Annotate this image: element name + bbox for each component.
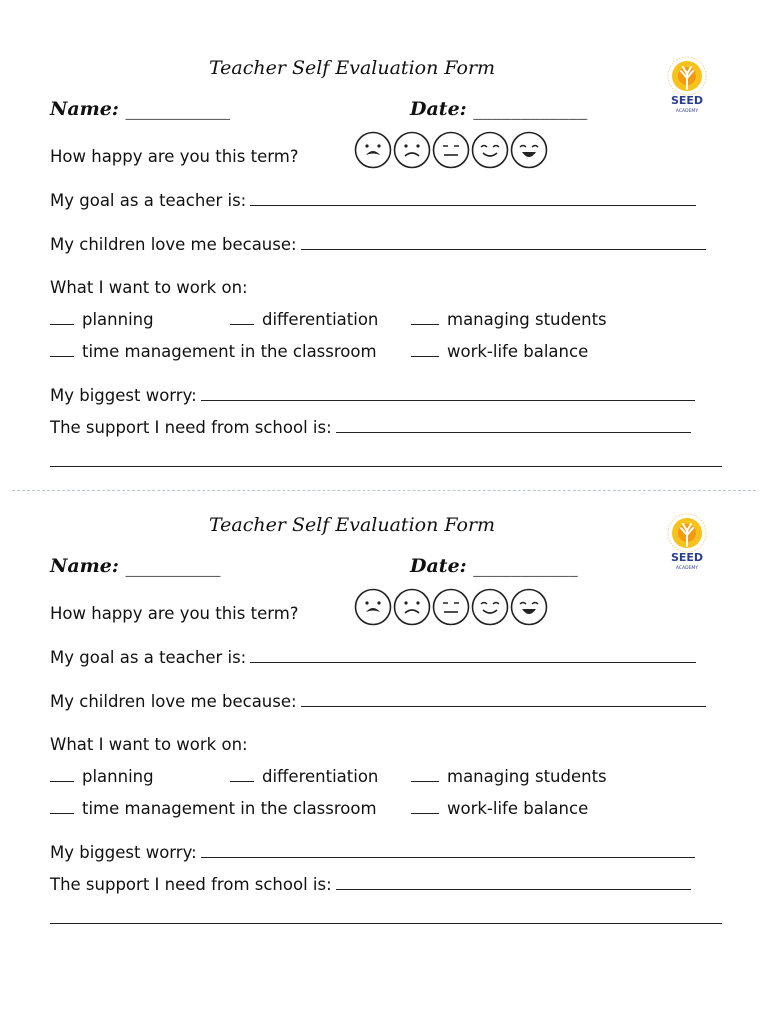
- mood-faces[interactable]: [354, 587, 549, 627]
- option-label: work-life balance: [447, 342, 589, 361]
- name-field[interactable]: [50, 98, 230, 120]
- worry-question[interactable]: [50, 386, 695, 405]
- option-differentiation[interactable]: [230, 767, 378, 786]
- name-blank[interactable]: __________: [125, 555, 221, 577]
- date-field[interactable]: [410, 555, 578, 577]
- goal-blank[interactable]: [250, 648, 696, 663]
- checkbox-blank[interactable]: [411, 342, 439, 357]
- support-label: The support I need from school is:: [50, 875, 332, 894]
- goal-label: My goal as a teacher is:: [50, 191, 247, 210]
- evaluation-form-2: [0, 509, 768, 969]
- checkbox-blank[interactable]: [411, 767, 439, 782]
- very-happy-face-icon[interactable]: [512, 590, 547, 625]
- logo-subtext: ACADEMY: [675, 109, 699, 114]
- date-label: Date:: [410, 98, 467, 120]
- love-label: My children love me because:: [50, 692, 297, 711]
- option-differentiation[interactable]: [230, 310, 378, 329]
- checkbox-blank[interactable]: [50, 767, 74, 782]
- checkbox-blank[interactable]: [50, 799, 74, 814]
- happy-question: How happy are you this term?: [50, 147, 299, 166]
- option-work-life-balance[interactable]: [411, 342, 588, 361]
- option-planning[interactable]: [50, 310, 154, 329]
- very-happy-face-icon[interactable]: [512, 133, 547, 168]
- extra-answer-line[interactable]: [50, 923, 722, 924]
- neutral-face-icon[interactable]: [434, 590, 469, 625]
- worry-label: My biggest worry:: [50, 386, 197, 405]
- goal-label: My goal as a teacher is:: [50, 648, 247, 667]
- goal-question[interactable]: [50, 648, 696, 667]
- love-question[interactable]: [50, 692, 706, 711]
- option-label: time management in the classroom: [82, 799, 377, 818]
- option-label: differentiation: [262, 767, 379, 786]
- form-title: Teacher Self Evaluation Form: [208, 57, 496, 79]
- happy-face-icon[interactable]: [473, 133, 508, 168]
- love-question[interactable]: [50, 235, 706, 254]
- evaluation-form-1: [0, 52, 768, 512]
- sad-face-icon[interactable]: [395, 133, 430, 168]
- happy-question: How happy are you this term?: [50, 604, 299, 623]
- option-work-life-balance[interactable]: [411, 799, 588, 818]
- checkbox-blank[interactable]: [411, 799, 439, 814]
- option-time-management[interactable]: [50, 799, 377, 818]
- support-label: The support I need from school is:: [50, 418, 332, 437]
- support-blank[interactable]: [336, 418, 691, 433]
- cut-line-divider: [12, 490, 756, 491]
- checkbox-blank[interactable]: [230, 310, 254, 325]
- worry-blank[interactable]: [201, 386, 695, 401]
- option-label: work-life balance: [447, 799, 589, 818]
- seed-academy-logo: [662, 513, 712, 573]
- checkbox-blank[interactable]: [50, 310, 74, 325]
- support-blank[interactable]: [336, 875, 691, 890]
- mood-faces[interactable]: [354, 130, 549, 170]
- worry-label: My biggest worry:: [50, 843, 197, 862]
- option-label: managing students: [447, 310, 607, 329]
- worry-question[interactable]: [50, 843, 695, 862]
- option-managing-students[interactable]: [411, 767, 607, 786]
- love-blank[interactable]: [301, 235, 706, 250]
- love-label: My children love me because:: [50, 235, 297, 254]
- date-blank[interactable]: ____________: [473, 98, 588, 120]
- logo-text: SEED: [670, 551, 704, 564]
- name-label: Name:: [50, 555, 119, 577]
- love-blank[interactable]: [301, 692, 706, 707]
- name-label: Name:: [50, 98, 119, 120]
- name-field[interactable]: [50, 555, 221, 577]
- option-managing-students[interactable]: [411, 310, 607, 329]
- support-question[interactable]: [50, 875, 691, 894]
- logo-text: SEED: [670, 94, 704, 107]
- goal-blank[interactable]: [250, 191, 696, 206]
- very-sad-face-icon[interactable]: [356, 133, 391, 168]
- work-on-heading: What I want to work on:: [50, 735, 248, 754]
- work-on-heading: What I want to work on:: [50, 278, 248, 297]
- date-field[interactable]: [410, 98, 587, 120]
- option-label: planning: [82, 310, 154, 329]
- checkbox-blank[interactable]: [230, 767, 254, 782]
- seed-academy-logo: [662, 56, 712, 116]
- support-question[interactable]: [50, 418, 691, 437]
- form-title: Teacher Self Evaluation Form: [208, 514, 496, 536]
- option-time-management[interactable]: [50, 342, 377, 361]
- goal-question[interactable]: [50, 191, 696, 210]
- date-blank[interactable]: ___________: [473, 555, 578, 577]
- extra-answer-line[interactable]: [50, 466, 722, 467]
- date-label: Date:: [410, 555, 467, 577]
- name-blank[interactable]: ___________: [125, 98, 231, 120]
- sad-face-icon[interactable]: [395, 590, 430, 625]
- checkbox-blank[interactable]: [411, 310, 439, 325]
- option-label: planning: [82, 767, 154, 786]
- option-planning[interactable]: [50, 767, 154, 786]
- option-label: differentiation: [262, 310, 379, 329]
- option-label: time management in the classroom: [82, 342, 377, 361]
- very-sad-face-icon[interactable]: [356, 590, 391, 625]
- worry-blank[interactable]: [201, 843, 695, 858]
- logo-subtext: ACADEMY: [675, 566, 699, 571]
- neutral-face-icon[interactable]: [434, 133, 469, 168]
- happy-face-icon[interactable]: [473, 590, 508, 625]
- option-label: managing students: [447, 767, 607, 786]
- checkbox-blank[interactable]: [50, 342, 74, 357]
